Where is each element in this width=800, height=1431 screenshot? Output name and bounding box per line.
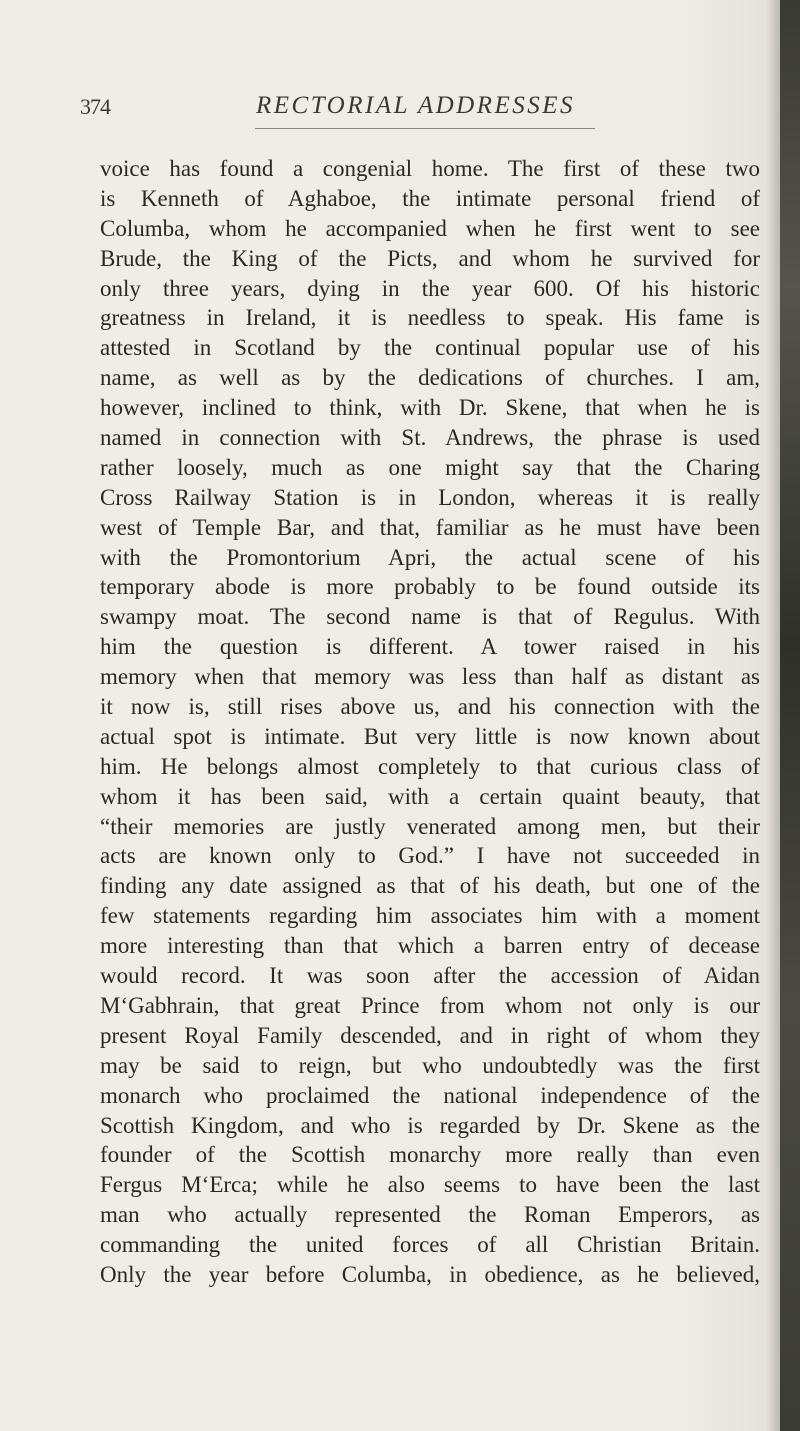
body-text bbox=[100, 154, 760, 1290]
text-line: Only the year before Columba, in obedience, as he believed, bbox=[100, 1261, 760, 1287]
page-number: 374 bbox=[80, 94, 110, 119]
text-line: rather loosely, much as one might say that the Charing bbox=[100, 454, 760, 480]
text-line: would record. It was soon after the accession of Aidan bbox=[100, 963, 760, 989]
text-line: west of Temple Bar, and that, familiar as he must have been bbox=[100, 514, 760, 540]
text-line: M‘Gabhrain, that great Prince from whom not only is our bbox=[100, 992, 760, 1018]
text-line: whom it has been said, with a certain quaint beauty, that bbox=[100, 783, 760, 809]
text-line: acts are known only to God.” I have not succeeded in bbox=[100, 843, 760, 869]
text-line: “their memories are justly venerated among men, but their bbox=[100, 813, 760, 839]
text-line: him. He belongs almost completely to that curious class of bbox=[100, 753, 760, 779]
text-line: named in connection with St. Andrews, the phrase is used bbox=[100, 425, 760, 451]
text-line: is Kenneth of Aghaboe, the intimate personal friend of bbox=[100, 185, 760, 211]
text-line: Columba, whom he accompanied when he first went to see bbox=[100, 215, 760, 241]
text-line: it now is, still rises above us, and his connection with the bbox=[100, 694, 760, 720]
text-line: commanding the united forces of all Christian Britain. bbox=[100, 1232, 760, 1258]
text-line: with the Promontorium Apri, the actual scene of his bbox=[100, 544, 760, 570]
text-line: name, as well as by the dedications of churches. I am, bbox=[100, 365, 760, 391]
text-line: may be said to reign, but who undoubtedly was the first bbox=[100, 1052, 760, 1078]
text-line: more interesting than that which a barren entry of decease bbox=[100, 933, 760, 959]
text-line: swampy moat. The second name is that of Regulus. With bbox=[100, 604, 760, 630]
page-binding-edge bbox=[780, 0, 800, 1431]
page-edge-shadow bbox=[766, 0, 780, 1431]
text-line: greatness in Ireland, it is needless to speak. His fame is bbox=[100, 305, 760, 331]
text-line: few statements regarding him associates him with a moment bbox=[100, 903, 760, 929]
text-line: man who actually represented the Roman Emperors, as bbox=[100, 1202, 760, 1228]
header-rule bbox=[255, 128, 595, 129]
running-head: RECTORIAL ADDRESSES bbox=[256, 92, 576, 119]
text-line: Brude, the King of the Picts, and whom he survived for bbox=[100, 245, 760, 271]
text-line: Fergus M‘Erca; while he also seems to have been the last bbox=[100, 1172, 760, 1198]
text-line: however, inclined to think, with Dr. Skene, that when he is bbox=[100, 395, 760, 421]
text-line: actual spot is intimate. But very little is now known about bbox=[100, 723, 760, 749]
text-line: temporary abode is more probably to be found outside its bbox=[100, 574, 760, 600]
text-line: memory when that memory was less than half as distant as bbox=[100, 664, 760, 690]
text-line: founder of the Scottish monarchy more really than even bbox=[100, 1142, 760, 1168]
text-line: attested in Scotland by the continual popular use of his bbox=[100, 335, 760, 361]
text-line: present Royal Family descended, and in right of whom they bbox=[100, 1022, 760, 1048]
text-line: only three years, dying in the year 600. Of his historic bbox=[100, 275, 760, 301]
text-line: finding any date assigned as that of his death, but one of the bbox=[100, 873, 760, 899]
text-line: him the question is different. A tower raised in his bbox=[100, 634, 760, 660]
text-line: voice has found a congenial home. The first of these two bbox=[100, 156, 760, 181]
text-line: Cross Railway Station is in London, whereas it is really bbox=[100, 484, 760, 510]
text-line: Scottish Kingdom, and who is regarded by Dr. Skene as the bbox=[100, 1112, 760, 1138]
text-line: monarch who proclaimed the national independence of the bbox=[100, 1082, 760, 1108]
